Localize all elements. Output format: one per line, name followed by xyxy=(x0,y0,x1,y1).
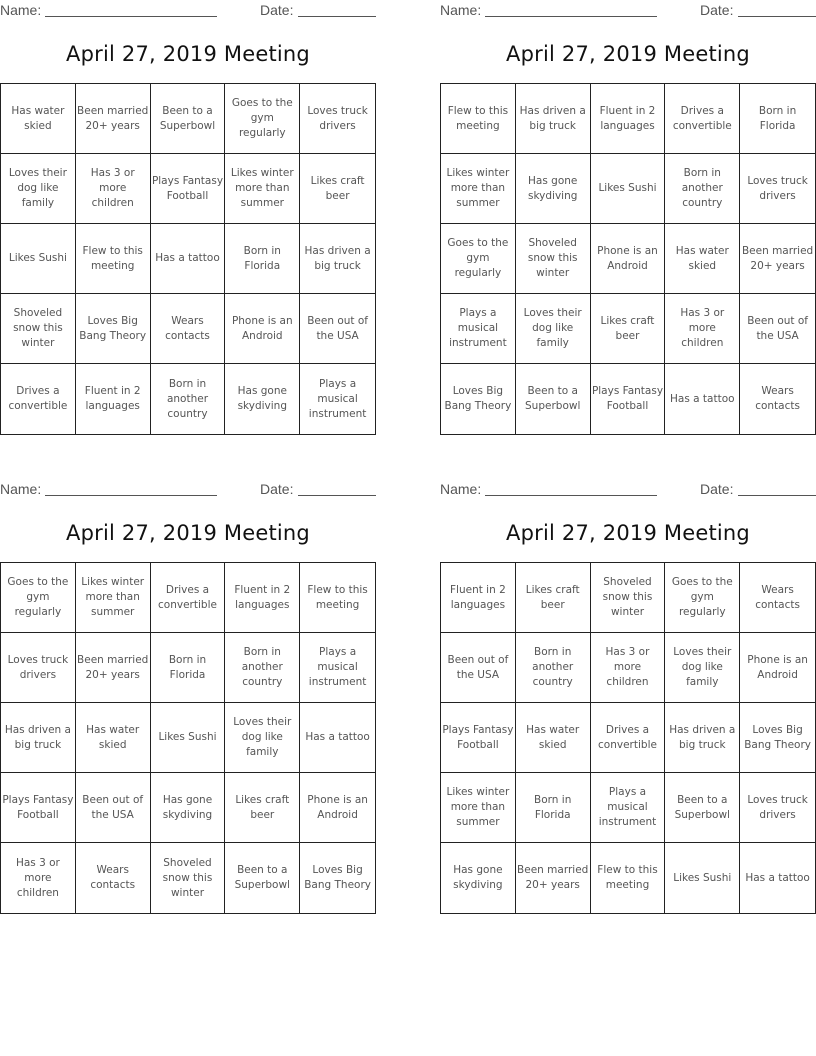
card-title: April 27, 2019 Meeting xyxy=(66,42,310,66)
bingo-square[interactable]: Plays a musical instrument xyxy=(441,294,516,364)
date-label: Date: xyxy=(260,2,294,18)
bingo-square[interactable]: Flew to this meeting xyxy=(76,224,151,294)
bingo-square[interactable]: Goes to the gym regularly xyxy=(1,563,76,633)
bingo-grid xyxy=(0,562,376,914)
bingo-square[interactable]: Has a tattoo xyxy=(665,364,740,434)
bingo-square[interactable]: Wears contacts xyxy=(76,843,151,913)
bingo-square[interactable]: Has water skied xyxy=(516,703,591,773)
bingo-square[interactable]: Phone is an Android xyxy=(591,224,666,294)
bingo-square[interactable]: Likes Sushi xyxy=(151,703,226,773)
bingo-card-3 xyxy=(0,479,376,919)
card-header xyxy=(0,0,376,22)
bingo-square[interactable]: Plays Fantasy Football xyxy=(1,773,76,843)
name-field-line[interactable] xyxy=(45,495,217,496)
date-field-line[interactable] xyxy=(298,16,376,17)
name-label: Name: xyxy=(0,2,42,18)
date-label: Date: xyxy=(700,2,734,18)
date-field-line[interactable] xyxy=(738,495,816,496)
bingo-square[interactable]: Drives a convertible xyxy=(151,563,226,633)
bingo-square[interactable]: Been to a Superbowl xyxy=(665,773,740,843)
bingo-square[interactable]: Plays a musical instrument xyxy=(591,773,666,843)
bingo-square[interactable]: Flew to this meeting xyxy=(591,843,666,913)
card-header xyxy=(440,0,816,22)
bingo-square[interactable]: Plays a musical instrument xyxy=(300,633,375,703)
name-label: Name: xyxy=(440,481,482,497)
bingo-square[interactable]: Loves their dog like family xyxy=(225,703,300,773)
bingo-square[interactable]: Likes winter more than summer xyxy=(441,773,516,843)
bingo-square[interactable]: Phone is an Android xyxy=(300,773,375,843)
bingo-square[interactable]: Shoveled snow this winter xyxy=(591,563,666,633)
bingo-square[interactable]: Born in Florida xyxy=(740,84,815,154)
bingo-square[interactable]: Loves Big Bang Theory xyxy=(76,294,151,364)
bingo-square[interactable]: Plays Fantasy Football xyxy=(591,364,666,434)
bingo-square[interactable]: Has driven a big truck xyxy=(665,703,740,773)
bingo-square[interactable]: Has driven a big truck xyxy=(300,224,375,294)
bingo-square[interactable]: Loves truck drivers xyxy=(1,633,76,703)
bingo-square[interactable]: Phone is an Android xyxy=(740,633,815,703)
card-header xyxy=(0,479,376,501)
bingo-square[interactable]: Likes craft beer xyxy=(591,294,666,364)
bingo-card-4 xyxy=(440,479,816,919)
bingo-square[interactable]: Wears contacts xyxy=(755,385,800,412)
bingo-square[interactable]: Shoveled snow this winter xyxy=(516,224,591,294)
bingo-square[interactable]: Loves Big Bang Theory xyxy=(441,364,516,434)
bingo-square[interactable]: Born in another country xyxy=(151,364,226,434)
bingo-grid xyxy=(0,83,376,435)
date-field-line[interactable] xyxy=(298,495,376,496)
bingo-square[interactable]: Born in another country xyxy=(225,633,300,703)
name-field-line[interactable] xyxy=(485,495,657,496)
bingo-grid xyxy=(440,83,816,435)
bingo-square[interactable]: Has a tattoo xyxy=(300,703,375,773)
bingo-square[interactable]: Born in Florida xyxy=(516,773,591,843)
bingo-square[interactable]: Has a tattoo xyxy=(745,871,810,884)
bingo-square[interactable]: Likes winter more than summer xyxy=(225,154,300,224)
bingo-square[interactable]: Has water skied xyxy=(665,224,740,294)
bingo-square[interactable]: Has gone skydiving xyxy=(441,843,516,913)
bingo-square[interactable]: Loves truck drivers xyxy=(740,773,815,843)
bingo-square[interactable]: Has gone skydiving xyxy=(516,154,591,224)
bingo-square[interactable]: Flew to this meeting xyxy=(441,84,516,154)
bingo-card-2 xyxy=(440,0,816,440)
bingo-square[interactable]: Born in Florida xyxy=(225,224,300,294)
name-field-line[interactable] xyxy=(485,16,657,17)
bingo-square[interactable]: Has water skied xyxy=(1,84,76,154)
bingo-square[interactable]: Fluent in 2 languages xyxy=(76,364,151,434)
bingo-square[interactable]: Plays Fantasy Football xyxy=(151,154,226,224)
card-header xyxy=(440,479,816,501)
card-title: April 27, 2019 Meeting xyxy=(506,42,750,66)
bingo-square[interactable]: Likes Sushi xyxy=(665,843,740,913)
bingo-square[interactable]: Has 3 or more children xyxy=(665,294,740,364)
bingo-square[interactable]: Likes Sushi xyxy=(591,154,666,224)
date-field-line[interactable] xyxy=(738,16,816,17)
bingo-square[interactable]: Has gone skydiving xyxy=(225,364,300,434)
bingo-square[interactable]: Loves their dog like family xyxy=(665,633,740,703)
bingo-square[interactable]: Has 3 or more children xyxy=(76,154,151,224)
name-field-line[interactable] xyxy=(45,16,217,17)
bingo-square[interactable]: Shoveled snow this winter xyxy=(151,843,226,913)
bingo-square[interactable]: Been to a Superbowl xyxy=(516,364,591,434)
bingo-square[interactable]: Goes to the gym regularly xyxy=(441,224,516,294)
bingo-square[interactable]: Flew to this meeting xyxy=(300,563,375,633)
bingo-square[interactable]: Plays Fantasy Football xyxy=(441,703,516,773)
bingo-square[interactable]: Born in Florida xyxy=(151,633,226,703)
bingo-square[interactable]: Drives a convertible xyxy=(1,364,76,434)
bingo-square[interactable]: Born in another country xyxy=(665,154,740,224)
card-title: April 27, 2019 Meeting xyxy=(506,521,750,545)
bingo-square[interactable]: Likes winter more than summer xyxy=(441,154,516,224)
bingo-square[interactable]: Been married 20+ years xyxy=(516,843,591,913)
bingo-square[interactable]: Wears contacts xyxy=(151,294,226,364)
bingo-card-1 xyxy=(0,0,376,440)
bingo-square[interactable]: Loves Big Bang Theory xyxy=(304,864,371,891)
bingo-square[interactable]: Loves truck drivers xyxy=(300,84,375,154)
bingo-square[interactable]: Been to a Superbowl xyxy=(225,843,300,913)
bingo-square[interactable]: Fluent in 2 languages xyxy=(225,563,300,633)
bingo-square[interactable]: Been married 20+ years xyxy=(740,224,815,294)
bingo-grid xyxy=(440,562,816,914)
bingo-square[interactable]: Born in another country xyxy=(516,633,591,703)
bingo-square[interactable]: Been out of the USA xyxy=(300,294,375,364)
bingo-square[interactable]: Been out of the USA xyxy=(441,633,516,703)
bingo-square[interactable]: Has gone skydiving xyxy=(151,773,226,843)
bingo-square[interactable]: Likes Sushi xyxy=(1,224,76,294)
bingo-square[interactable]: Drives a convertible xyxy=(665,84,740,154)
bingo-square[interactable]: Been married 20+ years xyxy=(76,633,151,703)
bingo-square[interactable]: Likes craft beer xyxy=(516,563,591,633)
bingo-square[interactable]: Fluent in 2 languages xyxy=(441,563,516,633)
bingo-square[interactable]: Has 3 or more children xyxy=(1,843,76,913)
bingo-square[interactable]: Likes craft beer xyxy=(300,154,375,224)
name-label: Name: xyxy=(0,481,42,497)
bingo-square[interactable]: Likes winter more than summer xyxy=(76,563,151,633)
bingo-square[interactable]: Loves their dog like family xyxy=(516,294,591,364)
bingo-square[interactable]: Has 3 or more children xyxy=(591,633,666,703)
bingo-square[interactable]: Shoveled snow this winter xyxy=(1,294,76,364)
card-title: April 27, 2019 Meeting xyxy=(66,521,310,545)
name-label: Name: xyxy=(440,2,482,18)
bingo-square[interactable]: Wears contacts xyxy=(740,563,815,633)
bingo-square[interactable]: Has driven a big truck xyxy=(516,84,591,154)
bingo-square[interactable]: Has water skied xyxy=(76,703,151,773)
date-label: Date: xyxy=(260,481,294,497)
bingo-square[interactable]: Goes to the gym regularly xyxy=(665,563,740,633)
bingo-square[interactable]: Loves Big Bang Theory xyxy=(740,703,815,773)
bingo-square[interactable]: Has driven a big truck xyxy=(1,703,76,773)
bingo-square[interactable]: Has a tattoo xyxy=(151,224,226,294)
bingo-square[interactable]: Been out of the USA xyxy=(76,773,151,843)
date-label: Date: xyxy=(700,481,734,497)
bingo-square[interactable]: Been out of the USA xyxy=(740,294,815,364)
bingo-square[interactable]: Phone is an Android xyxy=(225,294,300,364)
bingo-square[interactable]: Likes craft beer xyxy=(225,773,300,843)
bingo-square[interactable]: Loves truck drivers xyxy=(740,154,815,224)
bingo-square[interactable]: Loves their dog like family xyxy=(1,154,76,224)
bingo-square[interactable]: Plays a musical instrument xyxy=(308,377,367,420)
bingo-square[interactable]: Goes to the gym regularly xyxy=(225,84,300,154)
bingo-square[interactable]: Been to a Superbowl xyxy=(151,84,226,154)
bingo-square[interactable]: Fluent in 2 languages xyxy=(591,84,666,154)
bingo-square[interactable]: Drives a convertible xyxy=(591,703,666,773)
bingo-square[interactable]: Been married 20+ years xyxy=(76,84,151,154)
